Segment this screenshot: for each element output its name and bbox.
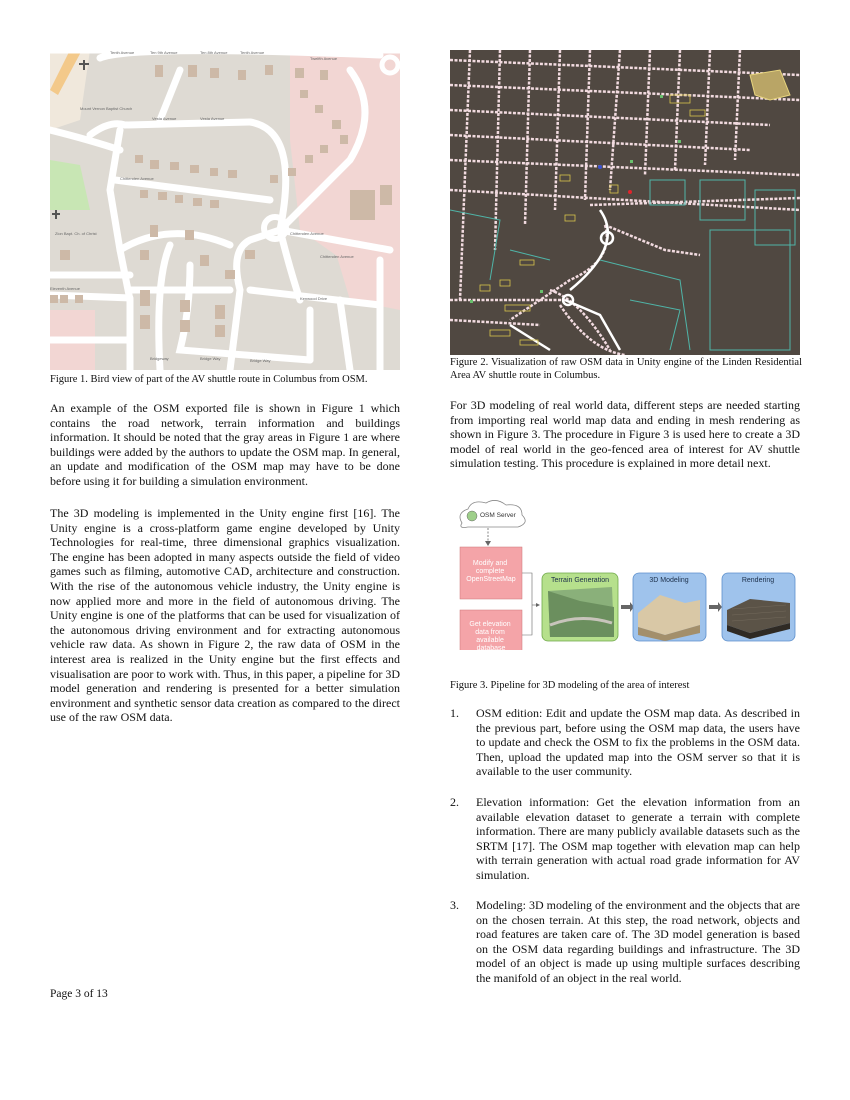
- svg-text:Vesta Avenue: Vesta Avenue: [152, 116, 177, 121]
- svg-text:Vesta Avenue: Vesta Avenue: [200, 116, 225, 121]
- left-paragraph-2: The 3D modeling is implemented in the Unity engine first [16]. The Unity engine is a cross-platform game engine developed by Unity Technologies for real-time, three dimensional graphics visualization. The engine has been adopted in many aspects outside the field of video games such as filming, automotive CAD, architecture and construction. With the rise of the autonomous vehicle industry, the Unity engine is now applied more and more in the field of autonomous driving. The Unity engine is one of the platforms that can be used for visualization of the autonomous driving environment and for extracting autonomous vehicle raw data. As shown in Figure 2, the raw data of OSM in the interest area is realized in the Unity engine but the first effects and visualisation are poor to work with. Thus, in this paper, a pipeline for 3D model generation and rendering is presented for a better simulation environment and synthetic sensor data creation as compared to the direct use of the raw OSM data.: [50, 506, 400, 725]
- list-number: 1.: [450, 706, 459, 720]
- left-paragraph-1: An example of the OSM exported file is shown in Figure 1 which contains the road network, terrain information and buildings information. It should be noted that the gray areas in Figure 1 are where buildings were added by the authors to update the OSM map. In general, an update and modification of the OSM map may have to be done before using it for building a simulation environment.: [50, 401, 400, 488]
- svg-text:Ten 8th Avenue: Ten 8th Avenue: [200, 50, 228, 55]
- svg-text:Eleventh Avenue: Eleventh Avenue: [50, 286, 80, 291]
- rendering-title: Rendering: [741, 577, 775, 584]
- figure-1-map: [50, 50, 400, 370]
- figure-3-caption: Figure 3. Pipeline for 3D modeling of the area of interest: [450, 680, 690, 691]
- unity-osm-image: [450, 50, 800, 355]
- svg-text:Chittenden Avenue: Chittenden Avenue: [320, 254, 354, 259]
- list-item: [450, 706, 800, 779]
- svg-text:Bridge Way: Bridge Way: [250, 358, 271, 363]
- osm-map-image: [50, 50, 400, 370]
- terrain-title: Terrain Generation: [551, 577, 609, 584]
- svg-text:Tenth Avenue: Tenth Avenue: [240, 50, 265, 55]
- page-number: Page 3 of 13: [50, 988, 108, 1000]
- right-paragraph-1: For 3D modeling of real world data, different steps are needed starting from importing real world map data and ending in mesh rendering as shown in Figure 3. The procedure in Figure 3 is used here to create a 3D model of real world in the geo-fenced area of interest for AV shuttle simulation testing. This procedure is explained in more detail next.: [450, 398, 800, 471]
- svg-text:Kenwood Drive: Kenwood Drive: [300, 296, 328, 301]
- figure-2-caption: Figure 2. Visualization of raw OSM data in Unity engine of the Linden Residential Area AV shuttle route in Columbus.: [450, 357, 802, 381]
- list-number: 2.: [450, 795, 459, 809]
- list-text: Elevation information: Get the elevation information from an available elevation dataset to generate a terrain with complete information. There are many publicly available datasets such as the SRTM [17]. The OSM map together with elevation map can help with terrain generation with actual road grade information for AV simulation.: [476, 795, 800, 882]
- osm-server-label: OSM Server: [480, 512, 516, 519]
- list-text: OSM edition: Edit and update the OSM map data. As described in the previous part, before using the OSM map data, the users have to update and check the OSM to fix the problems in the OSM data. Then, upload the updated map into the OSM server so that it is available to the user community.: [476, 706, 800, 779]
- modify-box-text: Modify and complete OpenStreetMap: [466, 560, 516, 583]
- svg-text:Bridgeway: Bridgeway: [150, 356, 169, 361]
- svg-text:Tenth Avenue: Tenth Avenue: [110, 50, 135, 55]
- svg-text:Bridge Way: Bridge Way: [200, 356, 221, 361]
- figure-3-pipeline: [450, 495, 800, 650]
- svg-text:Ten 9th Avenue: Ten 9th Avenue: [150, 50, 178, 55]
- list-item: [450, 795, 800, 883]
- svg-text:Zion Bapt. Ch. of Christ: Zion Bapt. Ch. of Christ: [55, 231, 97, 236]
- list-number: 3.: [450, 898, 459, 912]
- list-text: Modeling: 3D modeling of the environment and the objects that are on the chosen terrain. At this step, the road network, objects and road features are taken care of. The 3D model generation is based on the OSM data regarding buildings and infrastructure. The 3D model of an object is made up using multiple surfaces describing the manifold of an object in the real world.: [476, 898, 800, 985]
- svg-text:Mount Vernon Baptist Church: Mount Vernon Baptist Church: [80, 106, 133, 111]
- osm-logo-icon: [467, 511, 477, 521]
- svg-text:Chittenden Avenue: Chittenden Avenue: [120, 176, 154, 181]
- figure-2-unity: [450, 50, 800, 355]
- pipeline-diagram: [450, 495, 800, 650]
- figure-1-caption: Figure 1. Bird view of part of the AV shuttle route in Columbus from OSM.: [50, 374, 368, 385]
- modeling-title: 3D Modeling: [649, 577, 689, 584]
- elevation-box-text: Get elevation data from available database: [469, 621, 511, 650]
- svg-text:Twelfth Avenue: Twelfth Avenue: [310, 56, 338, 61]
- svg-text:Chittenden Avenue: Chittenden Avenue: [290, 231, 324, 236]
- list-item: [450, 898, 800, 986]
